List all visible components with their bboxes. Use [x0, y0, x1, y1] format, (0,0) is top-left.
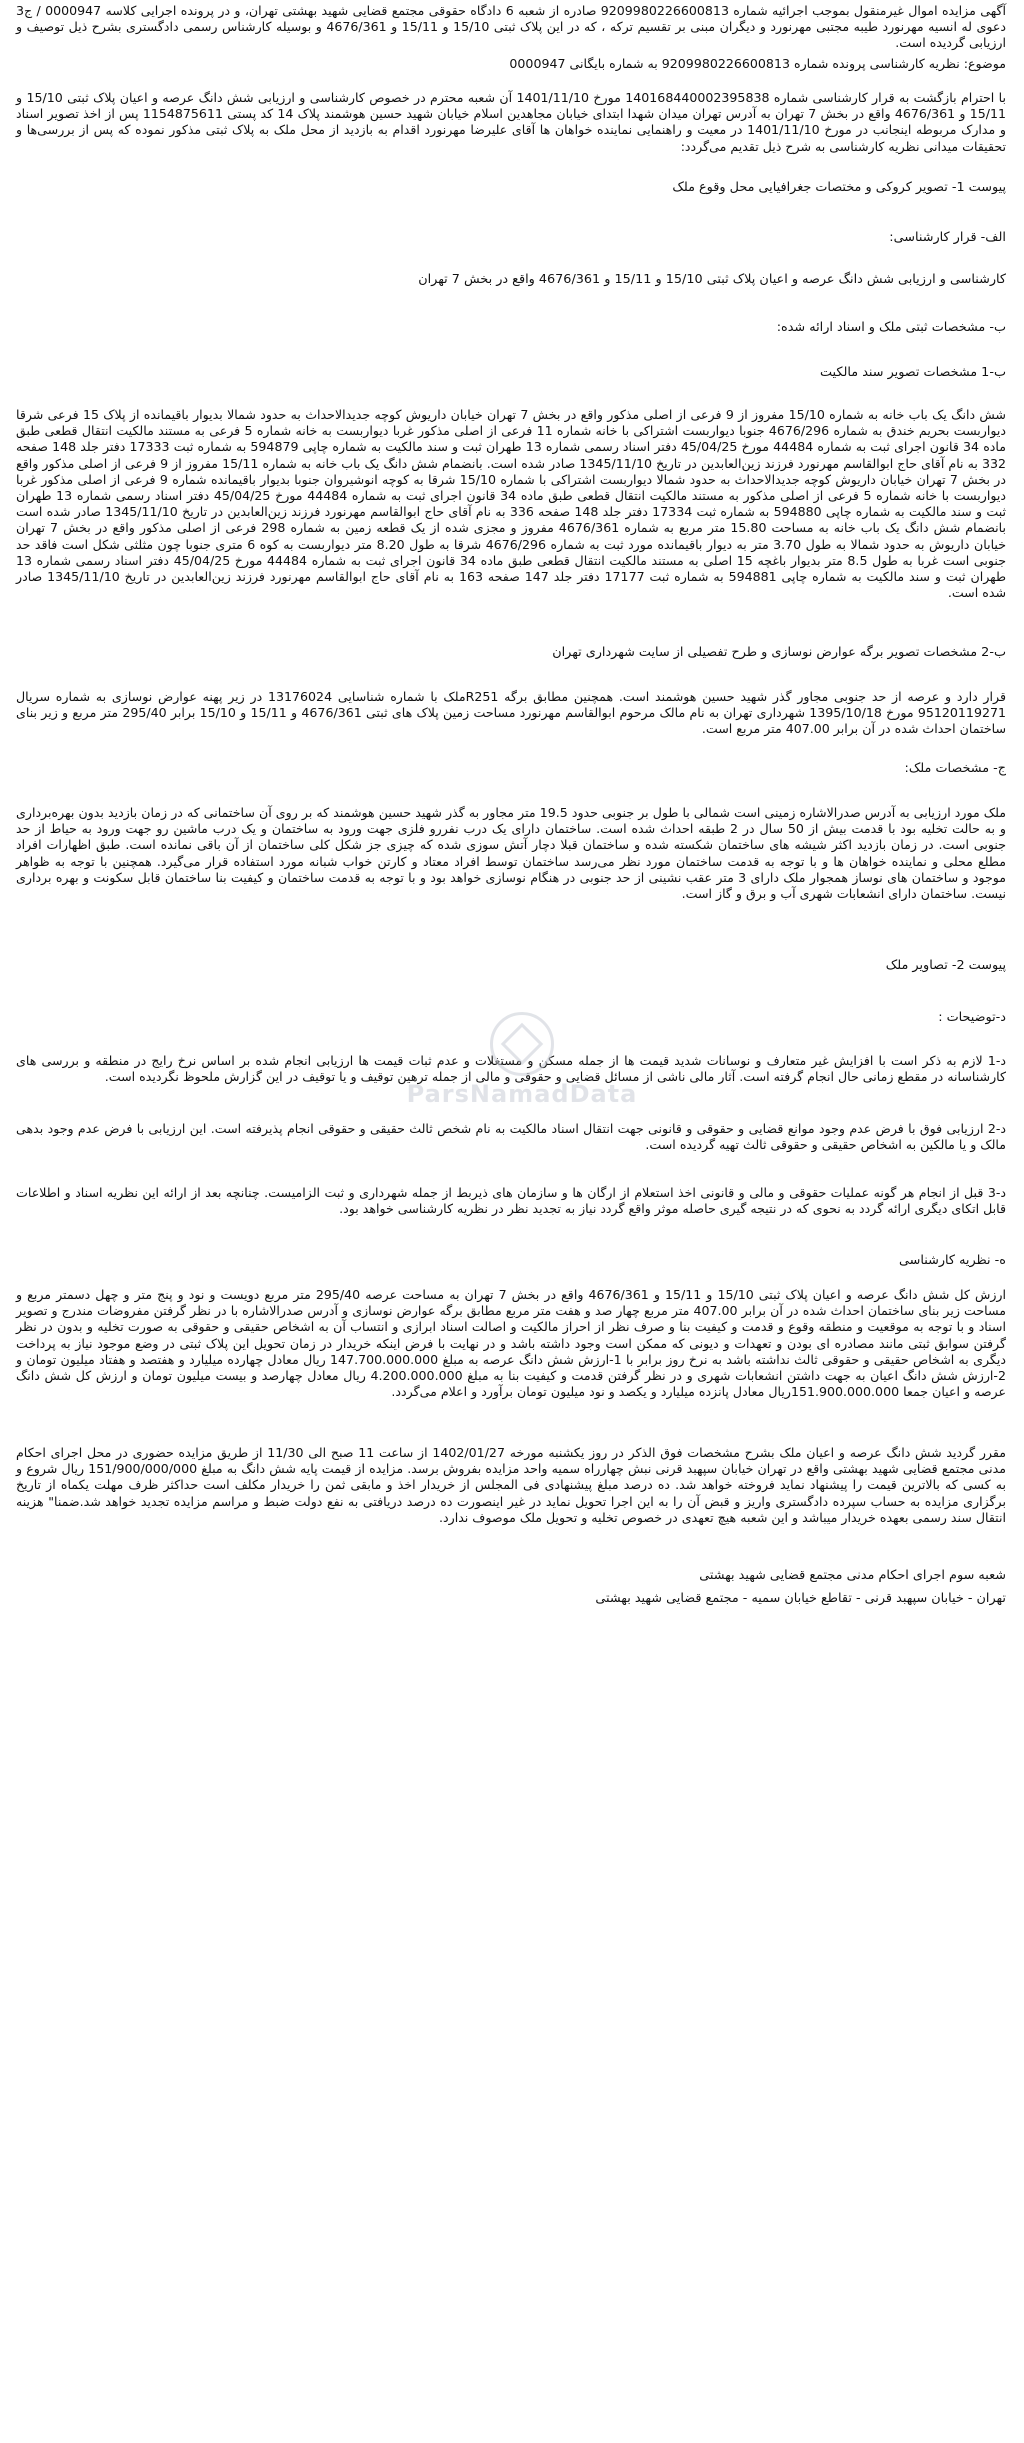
- section-jim-text: ملک مورد ارزیابی به آدرس صدرالاشاره زمینی است شمالی با طول بر جنوبی حدود 19.5 متر مجاور به گذر شهید حسین هوشمند که بر روی آن ساختمانی که در زمان بازدید بدون بهره‌برداری و به حالت تخلیه بود با قدمت بیش از 50 سال در 2 طبقه احداث شده است. ساختمان دارای یک درب نفررو فلزی جهت ورود به ساختمان و یک درب ماشین رو جهت ورود به حیاط از حد جنوبی است. در زمان بازدید اکثر شیشه های ساختمان شکسته شده و ساختمان قبلا دچار آتش سوزی شده که چیزی جز شکل کلی ساختمان از آن باقی نمانده است. طبق اظهارات افراد مطلع محلی و نماینده خواهان ها و با توجه به قدمت ساختمان مورد نظر می‌رسد ساختمان توسط افراد معتاد و کارتن خواب شبانه مورد استفاده قرار می‌گیرد. همچنین با توجه به ظواهر موجود و ساختمان های نوساز همجوار ملک دارای 3 متر عقب نشینی از حد جنوبی در هنگام نوسازی خواهد بود و با توجه به قدمت ساختمان و کیفیت بنا ساختمان قابل سکونت و بهره برداری نیست. ساختمان دارای انشعابات شهری آب و برق و گاز است.: [16, 805, 1006, 902]
- greeting-paragraph: با احترام بازگشت به قرار کارشناسی شماره 140168440002395838 مورخ 1401/11/10 آن شعبه محترم در خصوص کارشناسی و ارزیابی شش دانگ عرصه و اعیان پلاک ثبتی 15/10 و 15/11 و 4676/361 واقع در بخش 7 تهران به آدرس تهران میدان شهدا ابتدای خیابان مجاهدین اسلام خیابان شهید حسین هوشمند پلاک 14 کد پستی 1154875611 پس از اخذ تصویر اسناد و مدارک مربوطه اینجانب در مورخ 1401/11/10 در معیت و راهنمایی نماینده خواهان ها آقای علیرضا مهرنورد اقدام به بازدید از محل ملک به پلاک ثبتی مذکور نموده که پس از بررسی‌ها و تحقیقات میدانی نظریه کارشناسی به شرح ذیل تقدیم می‌گردد:: [16, 90, 1006, 154]
- section-be2-heading: ب-2 مشخصات تصویر برگه عوارض نوسازی و طرح تفصیلی از سایت شهرداری تهران: [552, 645, 1006, 660]
- watermark-text: ParsNamadData: [406, 1080, 638, 1108]
- footer-office-name: شعبه سوم اجرای احکام مدنی مجتمع قضایی شهید بهشتی: [699, 1568, 1006, 1583]
- section-be1-heading: ب-1 مشخصات تصویر سند مالکیت: [819, 365, 1006, 380]
- section-alef-text: کارشناسی و ارزیابی شش دانگ عرصه و اعیان پلاک ثبتی 15/10 و 15/11 و 4676/361 واقع در بخش 7 تهران: [418, 272, 1006, 287]
- intro-paragraph: آگهی مزایده اموال غیرمنقول بموجب اجرائیه شماره 9209980226600813 صادره از شعبه 6 دادگاه حقوقی مجتمع قضایی شهید بهشتی تهران، و در پرونده اجرایی کلاسه 0000947 / ج3 دعوی له انسیه مهرنورد طیبه مجتبی مهرنورد و دیگران مبنی بر تقسیم ترکه ، که در این پلاک ثبتی 15/10 و 15/11 و 4676/361 و بوسیله کارشناس رسمی دادگستری بشرح ذیل توصیف و ارزیابی گردیده است.: [16, 3, 1006, 51]
- footer-address: تهران - خیابان سپهبد قرنی - تقاطع خیابان سمیه - مجتمع قضایی شهید بهشتی: [595, 1591, 1006, 1606]
- section-be-heading: ب- مشخصات ثبتی ملک و اسناد ارائه شده:: [776, 320, 1006, 335]
- appendix-1-heading: پیوست 1- تصویر کروکی و مختصات جغرافیایی محل وقوع ملک: [672, 180, 1006, 195]
- section-he-text: ارزش کل شش دانگ عرصه و اعیان پلاک ثبتی 15/10 و 15/11 و 4676/361 واقع در بخش 7 تهران به مساحت عرصه 295/40 متر مربع دویست و نود و پنج متر و چهل دسمتر مربع و مساحت زیر بنای ساختمان احداث شده در آن برابر 407.00 متر مربع چهار صد و هفت متر مربع مطابق برگه عوارض نوسازی و آدرس صدرالاشاره با در نظر گرفتن مفروضات مندرج و تصویر اسناد و با توجه به موقعیت و منطقه وقوع و قدمت و کیفیت بنا و صرف نظر از احراز مالکیت و اصالت اسناد ابرازی و انتساب آن به اشخاص حقیقی و حقوقی به صورت تخلیه و بدون در نظر گرفتن سوابق ثبتی مانند مصادره ای بودن و تعهدات و دیونی که ممکن است وجود داشته باشد و در نهایت با فرض اینکه خریدار در زمان تحویل این پلاک ثبتی در وضع موجود نیاز به پرداخت دیگری به اشخاص حقیقی و حقوقی ثالث نداشته باشد به نرخ روز برابر با 1-ارزش شش دانگ عرصه به مبلغ 147.700.000.000 ریال معادل چهارده میلیارد و هفتصد و هفتاد میلیون تومان و 2-ارزش شش دانگ اعیان به جهت داشتن انشعابات شهری و در نظر گرفتن قدمت و کیفیت بنا به مبلغ 4.200.000.000 ریال معادل چهارصد و بیست میلیون تومان و ارزش کل شش دانگ عرصه و اعیان جمعا 151.900.000.000ریال معادل پانزده میلیارد و یکصد و نود میلیون تومان برآورد و اعلام می‌گردد.: [16, 1287, 1006, 1400]
- dal-1-paragraph: د-1 لازم به ذکر است با افزایش غیر متعارف و نوسانات شدید قیمت ها از جمله مسکن و مستغلات و عدم ثبات قیمت ها ارزیابی انجام شده بر اساس نرخ رایج در منطقه و بررسی های کارشناسانه در مقطع زمانی حال انجام گرفته است. آثار مالی ناشی از مسائل قضایی و حقوقی و مالی از جمله ترهین توقیف و یا توقیف در این گزارش ملحوظ نگردیده است.: [16, 1053, 1006, 1085]
- dal-3-paragraph: د-3 قبل از انجام هر گونه عملیات حقوقی و مالی و قانونی اخذ استعلام از ارگان ها و سازمان های ذیربط از جمله شهرداری و ثبت الزامیست. چنانچه بعد از ارائه این نظریه اسناد و اطلاعات قابل اتکای دیگری ارائه گردد به نحوی که در نتیجه گیری حاصله موثر واقع گردد نیاز به تجدید نظر در نظریه کارشناسی خواهد بود.: [16, 1185, 1006, 1217]
- section-dal-heading: د-توضیحات :: [938, 1010, 1006, 1025]
- section-be1-text: شش دانگ یک باب خانه به شماره 15/10 مفروز از 9 فرعی از اصلی مذکور واقع در بخش 7 تهران خیابان داریوش کوچه جدیدالاحداث به حدود شمالا بدیوار باقیمانده از پلاک 15 فرعی شرقا دیواربست بحریم خندق به شماره 4676/296 جنوبا دیواربست اشتراکی با خانه شماره 11 فرعی از اصلی مذکور غربا دیواربست به خانه شماره 5 فرعی به مستند مالکیت انتقال قطعی طبق ماده 34 قانون اجرای ثبت به شماره 44484 مورخ 45/04/25 دفتر اسناد رسمی شماره 13 طهران ثبت و سند مالکیت به شماره چاپی 594879 به شماره ثبت 17333 دفتر جلد 148 صفحه 332 به نام آقای حاج ابوالقاسم مهرنورد فرزند زین‌العابدین در تاریخ 1345/11/10 صادر شده است. بانضمام شش دانگ یک باب خانه به شماره 15/11 مفروز از 9 فرعی از اصلی مذکور واقع در بخش 7 تهران خیابان داریوش کوچه جدیدالاحداث به حدود شمالا دیواربست اشتراکی با شماره 15/10 شرقا به کوچه انوشیروان جنوبا بدیوار باقیمانده شماره 9 فرعی از اصلی مذکور غربا دیواربست با خانه شماره 5 فرعی از اصلی مذکور به مستند مالکیت انتقال قطعی طبق ماده 34 قانون اجرای ثبت به شماره 44484 مورخ 45/04/25 دفتر اسناد رسمی شماره 13 طهران ثبت و سند مالکیت به شماره چاپی 594880 به شماره ثبت 17334 دفتر جلد 148 صفحه 336 به نام آقای حاج ابوالقاسم مهرنورد فرزند زین‌العابدین در تاریخ 1345/11/10 صادر شده است بانضمام شش دانگ یک باب خانه به مساحت 15.80 متر مربع به شماره 4676/361 مفروز و مجزی شده از یک قطعه زمین به شماره 298 فرعی از اصلی مذکور واقع در بخش 7 تهران خیابان داریوش به حدود شمالا به طول 3.70 متر به دیوار باقیمانده مورد ثبت به شماره 4676/296 شرقا به طول 8.20 متر دیواربست به کوه 6 متری جنوبا چون مثلثی شکل است فاقد حد جنوبی است غربا به طول 8.5 متر بدیوار باغچه 15 اصلی به مستند مالکیت انتقال قطعی طبق ماده 34 قانون اجرای ثبت به شماره 44484 مورخ 45/04/25 دفتر اسناد رسمی شماره 13 طهران ثبت و سند مالکیت به شماره چاپی 594881 به شماره ثبت 17177 دفتر جلد 147 صفحه 163 به نام آقای حاج ابوالقاسم مهرنورد فرزند زین‌العابدین در تاریخ 1345/11/10 صادر شده است.: [16, 407, 1007, 601]
- section-be2-text: قرار دارد و عرصه از حد جنوبی مجاور گذر شهید حسین هوشمند است. همچنین مطابق برگه R251ملک با شماره شناسایی 13176024 در زیر پهنه عوارض نوسازی به شماره سریال 95120119271 مورخ 1395/10/18 شهرداری تهران به نام مالک مرحوم ابوالقاسم مهرنورد مساحت زمین پلاک های ثبتی 4676/361 و 15/11 و 15/10 برابر 295/40 متر مربع و زیر بنای ساختمان احداث شده در آن برابر 407.00 متر مربع است.: [16, 689, 1006, 737]
- dal-2-paragraph: د-2 ارزیابی فوق با فرض عدم وجود موانع قضایی و حقوقی و قانونی جهت انتقال اسناد مالکیت به نام شخص ثالث حقیقی و حقوقی انجام پذیرفته است. این ارزیابی با فرض عدم وجود بدهی مالک و یا مالکین به اشخاص حقیقی و حقوقی ثالث تهیه گردیده است.: [16, 1121, 1006, 1153]
- appendix-2-heading: پیوست 2- تصاویر ملک: [885, 958, 1006, 973]
- section-alef-heading: الف- قرار کارشناسی:: [889, 230, 1006, 245]
- section-jim-heading: ج- مشخصات ملک:: [904, 761, 1006, 776]
- subject-line: موضوع: نظریه کارشناسی پرونده شماره 9209980226600813 به شماره بایگانی 0000947: [509, 56, 1006, 71]
- auction-terms-paragraph: مقرر گردید شش دانگ عرصه و اعیان ملک بشرح مشخصات فوق الذکر در روز یکشنبه مورخه 1402/01/27 از ساعت 11 صبح الی 11/30 از طریق مزایده حضوری در محل اجرای احکام مدنی مجتمع قضایی شهید بهشتی واقع در تهران خیابان سپهبد قرنی نبش چهارراه سمیه واحد مزایده بفروش برسد. مزایده از قیمت پایه شش دانگ به مبلغ 151/900/000/000 ریال شروع و به کسی که بالاترین قیمت را پیشنهاد نماید فروخته خواهد شد. ده درصد مبلغ پیشنهادی فی المجلس از خریدار اخذ و مابقی ثمن را خریدار مکلف است حداکثر ظرف مهلت یکماه از تاریخ برگزاری مزایده به حساب سپرده دادگستری واریز و قبض آن را به این اجرا تحویل نماید در غیر اینصورت ده درصد دریافتی به نفع دولت ضبط و مراسم مزایده تجدید خواهد شد.ضمنا" هزینه انتقال سند رسمی بعهده خریدار میباشد و این شعبه هیچ تعهدی در خصوص تخلیه و تحویل ملک موصوف ندارد.: [16, 1445, 1006, 1525]
- section-he-heading: ه- نظریه کارشناسی: [898, 1253, 1006, 1268]
